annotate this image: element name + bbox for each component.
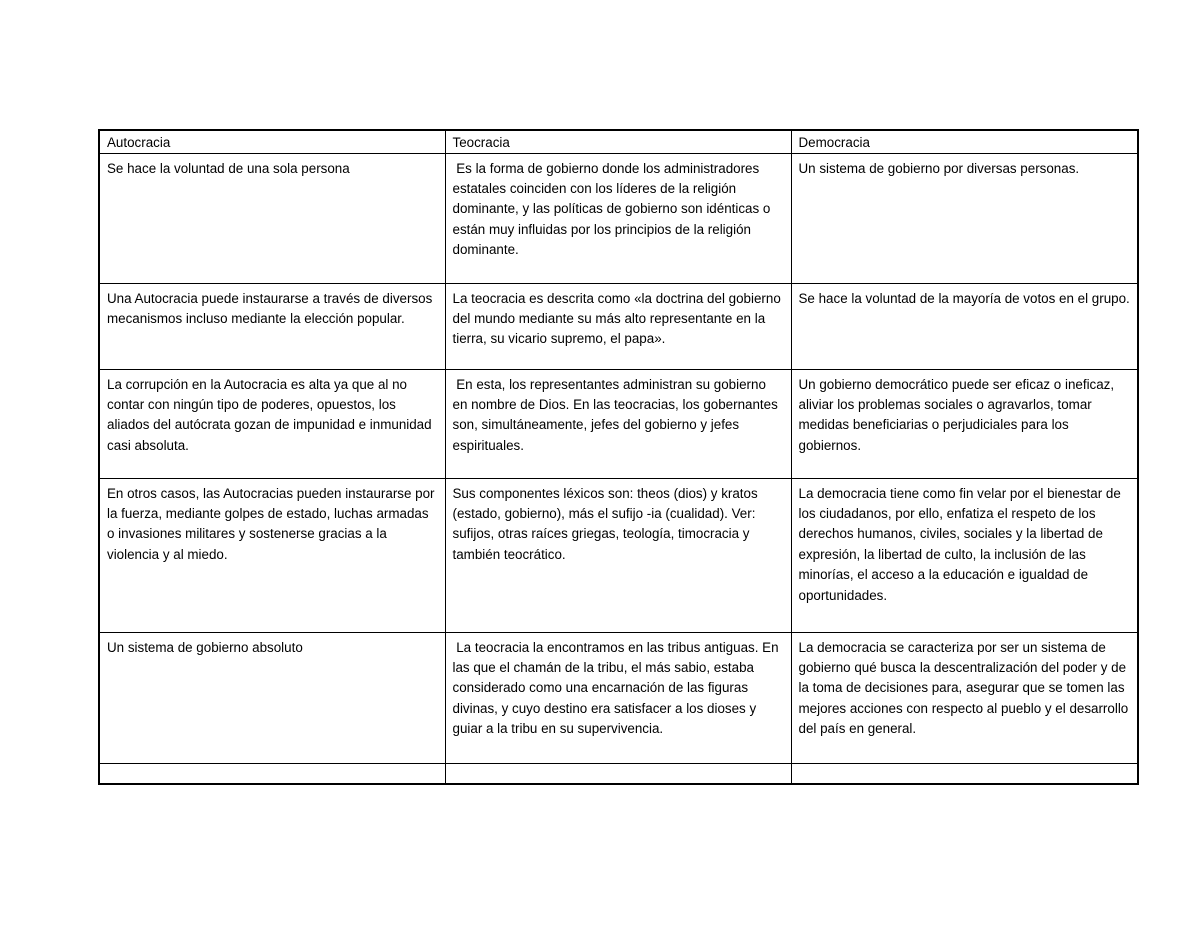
table-row-empty: [99, 763, 1138, 784]
table-cell-democracia: Un gobierno democrático puede ser eficaz o ineficaz, aliviar los problemas sociales o agravarlos, tomar medidas beneficiarias o perjudiciales para los gobiernos.: [791, 369, 1138, 478]
table-cell-teocracia: La teocracia la encontramos en las tribus antiguas. En las que el chamán de la tribu, el más sabio, estaba considerado como una encarnación de las figuras divinas, y cuyo destino era satisfacer a los dioses y guiar a la tribu en su supervivencia.: [445, 632, 791, 763]
table-cell-teocracia: Es la forma de gobierno donde los administradores estatales coinciden con los líderes de la religión dominante, y las políticas de gobierno son idénticas o están muy influidas por los principios de la religión dominante.: [445, 153, 791, 283]
table-cell-democracia: Se hace la voluntad de la mayoría de votos en el grupo.: [791, 283, 1138, 369]
table-cell-autocracia: Se hace la voluntad de una sola persona: [99, 153, 445, 283]
table-cell-autocracia: Una Autocracia puede instaurarse a través de diversos mecanismos incluso mediante la elección popular.: [99, 283, 445, 369]
table-cell-autocracia: La corrupción en la Autocracia es alta ya que al no contar con ningún tipo de poderes, opuestos, los aliados del autócrata gozan de impunidad e inmunidad casi absoluta.: [99, 369, 445, 478]
table-cell-empty: [791, 763, 1138, 784]
table-row: [99, 369, 1138, 478]
table-row: [99, 283, 1138, 369]
table-row: [99, 153, 1138, 283]
comparison-table: [98, 129, 1139, 785]
table-row: [99, 478, 1138, 632]
header-democracia: Democracia: [791, 130, 1138, 153]
table-header-row: [99, 130, 1138, 153]
table-cell-democracia: La democracia se caracteriza por ser un sistema de gobierno qué busca la descentralización del poder y de la toma de decisiones para, asegurar que se tomen las mejores acciones con respecto al pueblo y el desarrollo del país en general.: [791, 632, 1138, 763]
table-cell-teocracia: Sus componentes léxicos son: theos (dios) y kratos (estado, gobierno), más el sufijo -ia (cualidad). Ver: sufijos, otras raíces griegas, teología, timocracia y también teocrático.: [445, 478, 791, 632]
table-cell-democracia: La democracia tiene como fin velar por el bienestar de los ciudadanos, por ello, enfatiza el respeto de los derechos humanos, civiles, sociales y la libertad de expresión, la libertad de culto, la inclusión de las minorías, el acceso a la educación e igualdad de oportunidades.: [791, 478, 1138, 632]
header-teocracia: Teocracia: [445, 130, 791, 153]
table-cell-teocracia: En esta, los representantes administran su gobierno en nombre de Dios. En las teocracias, los gobernantes son, simultáneamente, jefes del gobierno y jefes espirituales.: [445, 369, 791, 478]
table-cell-autocracia: En otros casos, las Autocracias pueden instaurarse por la fuerza, mediante golpes de estado, luchas armadas o invasiones militares y sostenerse gracias a la violencia y al miedo.: [99, 478, 445, 632]
table-row: [99, 632, 1138, 763]
table-cell-empty: [99, 763, 445, 784]
table-cell-empty: [445, 763, 791, 784]
header-autocracia: Autocracia: [99, 130, 445, 153]
table-cell-teocracia: La teocracia es descrita como «la doctrina del gobierno del mundo mediante su más alto representante en la tierra, su vicario supremo, el papa».: [445, 283, 791, 369]
table-cell-autocracia: Un sistema de gobierno absoluto: [99, 632, 445, 763]
table-cell-democracia: Un sistema de gobierno por diversas personas.: [791, 153, 1138, 283]
